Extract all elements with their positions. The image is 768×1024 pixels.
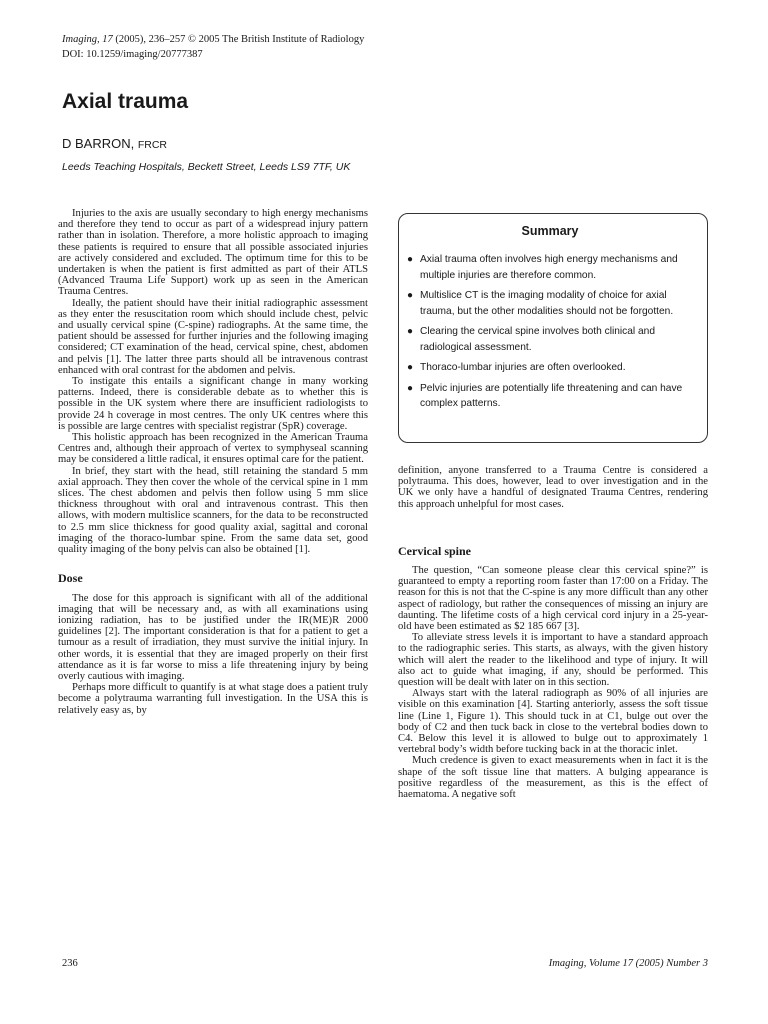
- author-name: D BARRON,: [62, 136, 138, 151]
- section-heading-dose: Dose: [58, 571, 83, 586]
- journal-issue: Imaging, Volume 17 (2005) Number 3: [548, 958, 708, 969]
- bullet-icon: ●: [407, 326, 414, 337]
- affiliation: Leeds Teaching Hospitals, Beckett Street, Leeds LS9 7TF, UK: [62, 161, 351, 173]
- author-line: [62, 136, 167, 151]
- summary-list: [407, 252, 693, 412]
- summary-item: ● Thoraco-lumbar injuries are often overlooked.: [407, 360, 693, 376]
- paragraph: The dose for this approach is significant with all of the additional imaging that will be necessary and, as with all examinations using ionizing radiation, has to be justified under the IR(ME)R 2000 guidelines [2]. The important consideration is that for a patient to get a tumour as a result of irradiation, they must survive the initial injury. In other words, it is essential that they are imaged properly on their first attendance as it is far worse to miss a life threatening injury by being overly cautious with imaging.: [58, 592, 368, 682]
- journal-header: [62, 32, 364, 62]
- paragraph: Perhaps more difficult to quantify is at what stage does a patient truly become a polytrauma warranting full investigation. In the USA this is relatively easy as, by: [58, 682, 368, 716]
- page-number: 236: [62, 958, 78, 969]
- citation-line: Imaging, 17 (2005), 236–257 © 2005 The British Institute of Radiology: [62, 34, 365, 45]
- left-column: [58, 208, 368, 716]
- bullet-icon: ●: [407, 254, 414, 265]
- summary-item: ● Clearing the cervical spine involves both clinical and radiological assessment.: [407, 326, 656, 353]
- summary-box: [398, 213, 708, 443]
- paragraph: Ideally, the patient should have their initial radiographic assessment as they enter the resuscitation room which should include chest, pelvic and usually cervical spine (C-spine) radiographs. At the same time, the patient should be assessed for further injuries and the following imaging considered; CT examination of the head, cervical spine, chest, abdomen and pelvis [1]. The latter three parts should all be intravenous contrast enhanced with oral contrast for the abdomen and pelvis.: [58, 297, 368, 376]
- paragraph: To alleviate stress levels it is important to have a standard approach to the radiographic series. This starts, as always, with the given history which will alert the reader to the likelihood and type of injury. It will also act to guide what imaging, if any, should be performed. This question will be dealt with later on in this section.: [398, 632, 708, 689]
- paragraph: Always start with the lateral radiograph as 90% of all injuries are visible on this examination [4]. Starting anteriorly, assess the soft tissue line (Line 1, Figure 1). This should tuck in at C1, bulge out over the body of C2 and then tuck back in close to the vertebral bodies down to C4. Below this level it is allowed to bulge out to approximately 1 vertebral body’s width before tucking back in at the thoracic inlet.: [398, 688, 708, 756]
- paragraph: definition, anyone transferred to a Trauma Centre is considered a polytrauma. This does, however, lead to over investigation and in the UK we only have a handful of designated Trauma Centres, rendering this approach unhelpful for most cases.: [398, 465, 708, 510]
- paragraph: This holistic approach has been recognized in the American Trauma Centres and, although their approach of vertex to symphyseal scanning may be considered a little radical, it ensures optimal care for the patient.: [58, 432, 368, 466]
- paragraph: To instigate this entails a significant change in many working patterns. Indeed, there is considerable debate as to whether this is possible in the UK system where there are insufficient radiologists to provide 24 h coverage in most centres. The only UK centres where this is possible are large centres with specialist registrar (SpR) coverage.: [58, 376, 368, 432]
- paragraph: In brief, they start with the head, still retaining the standard 5 mm axial approach. They then cover the whole of the cervical spine in 1 mm slices. The chest abdomen and pelvis then follow using 5 mm slice thickness throughout with oral and intravenous contrast. This then allows, with modern multislice scanners, for the data to be reconstructed to 2.5 mm slice thickness for good quality axial, sagittal and coronal imaging of the thoraco-lumbar spine. From the same data set, good quality imaging of the bony pelvis can also be obtained [1].: [58, 465, 368, 556]
- paragraph: Much credence is given to exact measurements when in fact it is the shape of the soft tissue line that matters. A bulging appearance is positive regardless of the measurement, as this is the effect of haematoma. A negative soft: [398, 755, 708, 801]
- doi-line: DOI: 10.1259/imaging/20777387: [62, 49, 203, 60]
- paragraph: The question, “Can someone please clear this cervical spine?” is guaranteed to empty a reporting room faster than 17:00 on a Friday. The reason for this is not that the C-spine is any more difficult than any other aspect of radiology, but rather the consequences of missing an injury are daunting. The lifetime costs of a high cervical cord injury in a 25-year-old have been estimated as $2 185 667 [3].: [398, 565, 708, 633]
- paragraph: Injuries to the axis are usually secondary to high energy mechanisms and therefore they tend to occur as part of a widespread injury pattern rather than in isolation. Therefore, a more holistic approach to imaging these patients is required to ensure that all possible associated injuries are actively considered and excluded. The optimum time for this to be undertaken is when the patient is first admitted as part of their ATLS (Advanced Trauma Life Support) work up as seen in the American Trauma Centres.: [58, 208, 368, 298]
- summary-item: ● Pelvic injuries are potentially life threatening and can have complex patterns.: [407, 382, 683, 409]
- section-heading-cervical-spine: Cervical spine: [398, 543, 471, 558]
- summary-heading: Summary: [521, 224, 579, 238]
- bullet-icon: ●: [407, 290, 414, 301]
- bullet-icon: ●: [407, 382, 414, 394]
- summary-item: ● Multislice CT is the imaging modality of choice for axial trauma, but the other modalities should not be forgotten.: [407, 290, 674, 317]
- bullet-icon: ●: [407, 362, 414, 373]
- right-column: [398, 465, 708, 800]
- author-qualification: FRCR: [137, 139, 168, 151]
- summary-item: ● Axial trauma often involves high energy mechanisms and multiple injuries are therefore common.: [407, 254, 678, 281]
- article-title: Axial trauma: [62, 90, 189, 113]
